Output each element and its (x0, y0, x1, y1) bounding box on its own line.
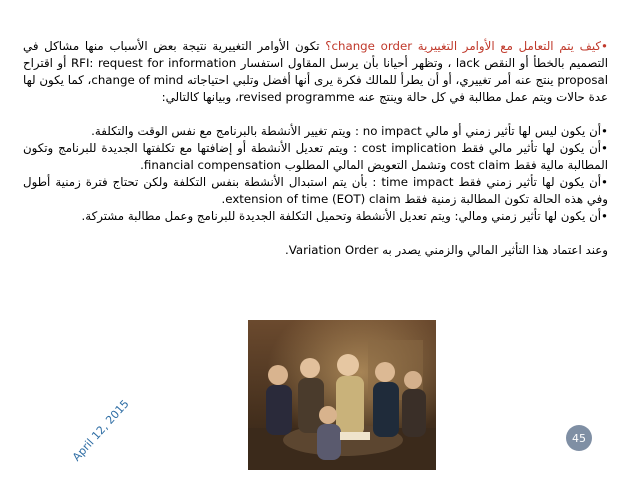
spacer (23, 225, 608, 242)
historical-painting-image (248, 320, 436, 470)
painting-illustration (248, 320, 436, 470)
paragraph-change-order (23, 38, 608, 106)
case-time-impact: •أن يكون لها تأثير زمني فقط time impact : بأن يتم استبدال الأنشطة بنفس التكلفة ولكن تحتاج فترة زمنية أطول وفي هذه الحالة تكون المطالبة زمنية فقط extension of time (EOT) claim. (23, 175, 608, 206)
slide-body-text (23, 38, 608, 259)
date-watermark: April 12, 2015 (70, 397, 132, 464)
spacer (23, 106, 608, 123)
case-cost-and-time: •أن يكون لها تأثير زمني ومالي: ويتم تعديل الأنشطة وتحميل التكلفة الجديدة للبرنامج وعمل مطالبة مشتركة. (81, 209, 608, 223)
page-number-badge: 45 (566, 425, 592, 451)
case-no-impact: •أن يكون ليس لها تأثير زمني أو مالي no impact : ويتم تغيير الأنشطة بالبرنامج مع نفس الوقت والتكلفة. (91, 124, 608, 138)
variation-order-note: وعند اعتماد هذا التأثير المالي والزمني يصدر به Variation Order. (285, 243, 608, 257)
paragraph-change-order-body: تكون الأوامر التغييرية نتيجة بعض الأسباب منها مشاكل في التصميم بالخطأ أو النقص lack ، وتظهر أحيانا بأن يرسل المقاول استفسار RFI: request for information أو اقتراح proposal ينتج عنه أمر تغييري، أو أن يطرأ للمالك فكرة يرى أنها أفضل وتلبي احتياجاته change of mind، كما يكون لها عدة حالات ويتم عمل مطالبة في كل حالة وينتج عنه revised programme، وبيانها كالتالي: (23, 39, 609, 104)
case-cost-implication: •أن يكون لها تأثير مالي فقط cost implication : ويتم تعديل الأنشطة أو إضافتها مع تكلفتها الجديدة للبرنامج وتكون المطالبة مالية فقط cost claim وتشمل التعويض المالي المطلوب financial compensation. (23, 141, 608, 172)
question-heading: •كيف يتم التعامل مع الأوامر التغييرية change order؟ (325, 39, 608, 53)
